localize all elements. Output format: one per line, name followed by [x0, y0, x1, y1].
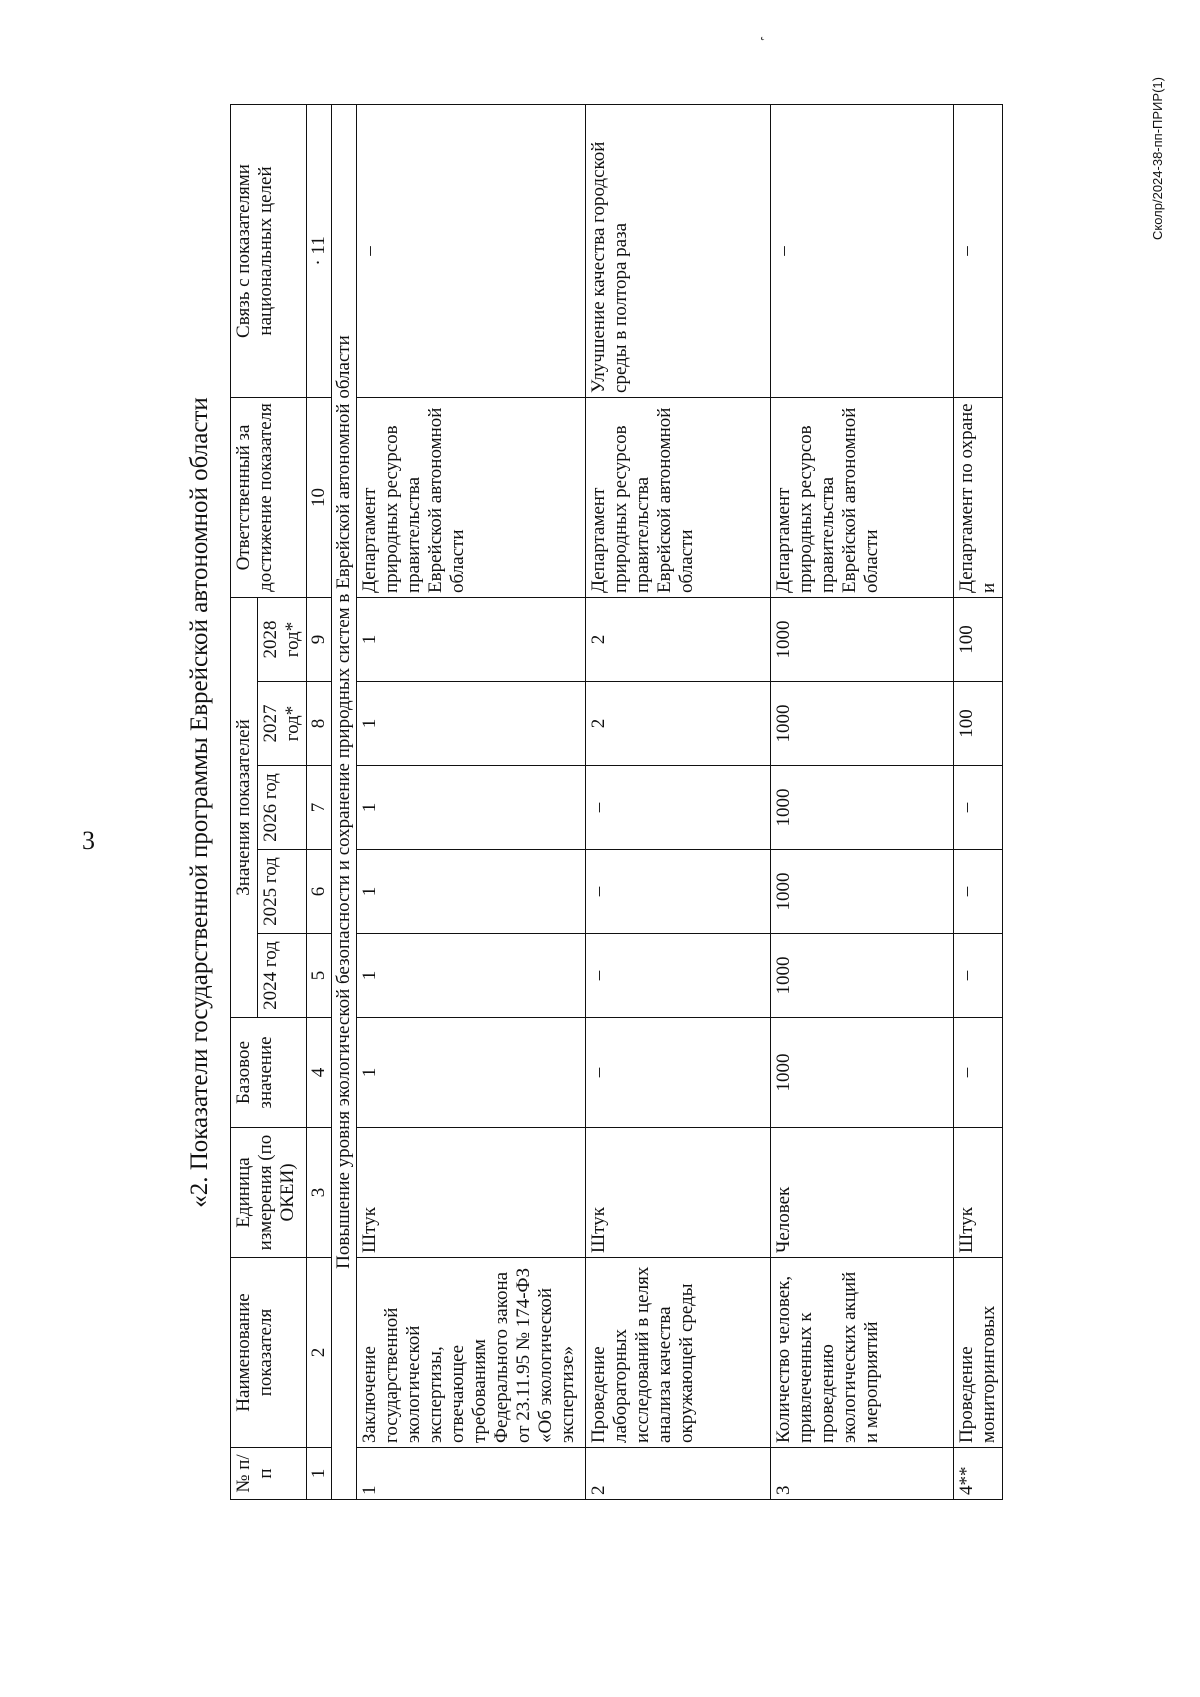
- stray-mark: ˛: [760, 24, 766, 41]
- cell-2027: 1000: [771, 682, 954, 766]
- cell-name: Заключение государственной экологической экспертизы, отвечающее требованиям Федерального закона от 23.11.95 № 174-ФЗ «Об экологической экспертизе»: [357, 1258, 586, 1448]
- cell-2026: 1000: [771, 766, 954, 850]
- header-2027: 2027 год*: [258, 682, 307, 766]
- column-number: 4: [307, 1018, 332, 1128]
- rotated-content: [180, 105, 1140, 1500]
- cell-responsible: Департамент природных ресурсов правительства Еврейской автономной области: [771, 397, 954, 597]
- cell-unit: Штук: [954, 1128, 1003, 1258]
- document-title: «2. Показатели государственной программы Еврейской автономной области: [186, 397, 213, 1208]
- cell-unit: Штук: [586, 1128, 771, 1258]
- cell-unit: Штук: [357, 1128, 586, 1258]
- cell-2028: 2: [586, 597, 771, 681]
- page-number: 3: [82, 826, 95, 855]
- cell-2024: 1: [357, 934, 586, 1018]
- header-unit: Единица измерения (по ОКЕИ): [231, 1128, 307, 1258]
- cell-2024: –: [586, 934, 771, 1018]
- column-number: 1: [307, 1448, 332, 1500]
- column-number: 6: [307, 850, 332, 934]
- cell-link: –: [954, 104, 1003, 397]
- column-number: 8: [307, 682, 332, 766]
- cell-num: 4**: [954, 1448, 1003, 1500]
- column-numbers-row: [307, 104, 332, 1499]
- table-row: [357, 104, 586, 1499]
- table-row: [954, 104, 1003, 1499]
- column-number: 10: [307, 397, 332, 597]
- table-row: [771, 104, 954, 1499]
- cell-2027: 100: [954, 682, 1003, 766]
- cell-2027: 2: [586, 682, 771, 766]
- cell-2028: 1000: [771, 597, 954, 681]
- cell-responsible: Департамент по охране и: [954, 397, 1003, 597]
- cell-base: –: [954, 1018, 1003, 1128]
- cell-name: Проведение мониторинговых: [954, 1258, 1003, 1448]
- cell-name: Проведение лабораторных исследований в целях анализа качества окружающей среды: [586, 1258, 771, 1448]
- header-num: № п/п: [231, 1448, 307, 1500]
- cell-num: 1: [357, 1448, 586, 1500]
- header-2026: 2026 год: [258, 766, 307, 850]
- cell-2024: 1000: [771, 934, 954, 1018]
- indicators-table: [230, 104, 1003, 1500]
- cell-2025: 1: [357, 850, 586, 934]
- cell-2025: –: [586, 850, 771, 934]
- header-base: Базовое значение: [231, 1018, 307, 1128]
- cell-responsible: Департамент природных ресурсов правительства Еврейской автономной области: [586, 397, 771, 597]
- header-2024: 2024 год: [258, 934, 307, 1018]
- header-responsible: Ответственный за достижение показателя: [231, 397, 307, 597]
- cell-unit: Человек: [771, 1128, 954, 1258]
- column-number: 7: [307, 766, 332, 850]
- cell-base: –: [586, 1018, 771, 1128]
- cell-responsible: Департамент природных ресурсов правительства Еврейской автономной области: [357, 397, 586, 597]
- cell-num: 3: [771, 1448, 954, 1500]
- indicators-table-wrapper: [230, 105, 1003, 1500]
- cell-2026: –: [586, 766, 771, 850]
- cell-2026: 1: [357, 766, 586, 850]
- cell-link: –: [771, 104, 954, 397]
- section-row: [332, 104, 357, 1499]
- section-title: Повышение уровня экологической безопасности и сохранение природных систем в Еврейской автономной области: [332, 104, 357, 1499]
- cell-2027: 1: [357, 682, 586, 766]
- cell-link: Улучшение качества городской среды в полтора раза: [586, 104, 771, 397]
- column-number: · 11: [307, 104, 332, 397]
- cell-2026: –: [954, 766, 1003, 850]
- column-number: 9: [307, 597, 332, 681]
- table-row: [586, 104, 771, 1499]
- header-name: Наименование показателя: [231, 1258, 307, 1448]
- header-values-group: Значения показателей: [231, 597, 258, 1017]
- header-2028: 2028 год*: [258, 597, 307, 681]
- column-number: 3: [307, 1128, 332, 1258]
- column-number: 5: [307, 934, 332, 1018]
- header-2025: 2025 год: [258, 850, 307, 934]
- document-code: Сколр/2024-38-пп-ПРИР(1): [1150, 77, 1165, 240]
- cell-2024: –: [954, 934, 1003, 1018]
- cell-base: 1: [357, 1018, 586, 1128]
- cell-link: –: [357, 104, 586, 397]
- cell-name: Количество человек, привлеченных к проведению экологических акций и мероприятий: [771, 1258, 954, 1448]
- cell-num: 2: [586, 1448, 771, 1500]
- cell-2025: –: [954, 850, 1003, 934]
- cell-base: 1000: [771, 1018, 954, 1128]
- header-link: Связь с показателями национальных целей: [231, 104, 307, 397]
- cell-2025: 1000: [771, 850, 954, 934]
- column-number: 2: [307, 1258, 332, 1448]
- header-row-1: [231, 104, 258, 1499]
- cell-2028: 1: [357, 597, 586, 681]
- cell-2028: 100: [954, 597, 1003, 681]
